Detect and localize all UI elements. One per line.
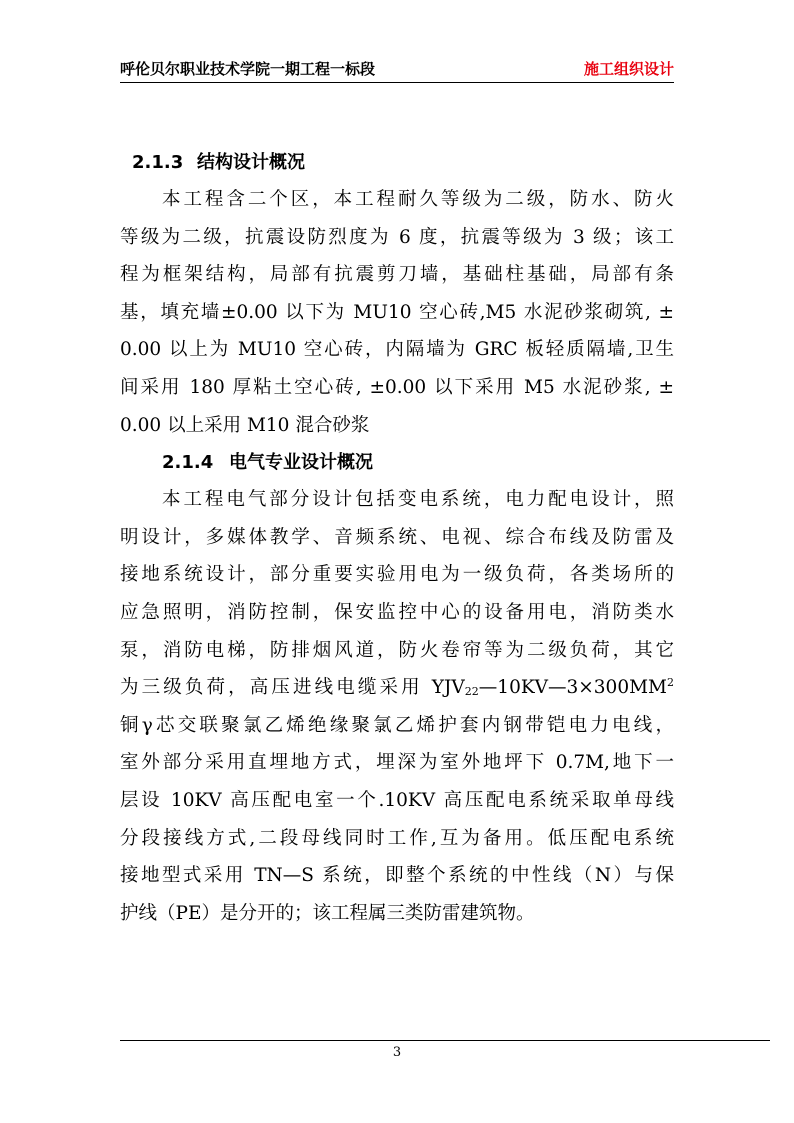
page-body [120,144,674,932]
paragraph-line: 等级为二级，抗震设防烈度为 6 度，抗震等级为 3 级；该工 [120,226,674,248]
paragraph-line: 接地型式采用 TN—S 系统，即整个系统的中性线（N）与保 [120,865,674,887]
cable-spec-superscript: 2 [667,676,674,690]
paragraph-line: 应急照明，消防控制，保安监控中心的设备用电，消防类水 [120,601,674,623]
paragraph-line: 接地系统设计，部分重要实验用电为一级负荷，各类场所的 [120,564,674,586]
paragraph-line: 0.00 以上采用 M10 混合砂浆 [120,414,370,436]
paragraph-line: 程为框架结构，局部有抗震剪刀墙，基础柱基础，局部有条 [120,264,674,286]
paragraph-line: 分段接线方式,二段母线同时工作,互为备用。低压配电系统 [120,827,674,849]
paragraph-line: 室外部分采用直埋地方式，埋深为室外地坪下 0.7M,地下一 [120,752,674,774]
section-heading-2-1-4 [120,444,674,481]
structure-paragraph [120,181,674,444]
paragraph-line: 本工程含二个区，本工程耐久等级为二级，防水、防火 [162,189,674,210]
cable-spec-subscript: 22 [464,685,479,699]
paragraph-line: 层设 10KV 高压配电室一个.10KV 高压配电系统采取单母线 [120,789,674,811]
paragraph-line: 护线（PE）是分开的；该工程属三类防雷建筑物。 [120,902,535,924]
electrical-paragraph [120,481,674,932]
paragraph-line: 明设计，多媒体教学、音频系统、电视、综合布线及防雷及 [120,526,674,548]
footer-rule [120,1040,770,1041]
paragraph-line: 0.00 以上为 MU10 空心砖，内隔墙为 GRC 板轻质隔墙,卫生 [120,339,674,361]
page-header [120,58,674,83]
section-number: 2.1.3 [132,152,184,173]
section-title: 电气专业设计概况 [229,452,373,474]
paragraph-line: 本工程电气部分设计包括变电系统，电力配电设计，照 [162,489,674,511]
section-heading-2-1-3 [120,144,674,181]
cable-spec-line [120,669,674,707]
cable-spec-middle: —10KV—3×300MM [478,677,667,699]
section-number: 2.1.4 [162,452,214,474]
section-title: 结构设计概况 [197,152,305,173]
project-title: 呼伦贝尔职业技术学院一期工程一标段 [120,60,376,78]
paragraph-line: 基，填充墙±0.00 以下为 MU10 空心砖,M5 水泥砂浆砌筑, ± [120,301,674,323]
page-number: 3 [392,1045,402,1060]
paragraph-line: 泵，消防电梯，防排烟风道，防火卷帘等为二级负荷，其它 [120,639,674,661]
cable-spec-prefix: 为三级负荷，高压进线电缆采用 YJV [120,677,465,699]
paragraph-line: 间采用 180 厚粘土空心砖, ±0.00 以下采用 M5 水泥砂浆, ± [120,376,674,398]
document-type-title: 施工组织设计 [583,60,674,78]
paragraph-line: 铜γ芯交联聚氯乙烯绝缘聚氯乙烯护套内钢带铠电力电线， [120,714,674,736]
